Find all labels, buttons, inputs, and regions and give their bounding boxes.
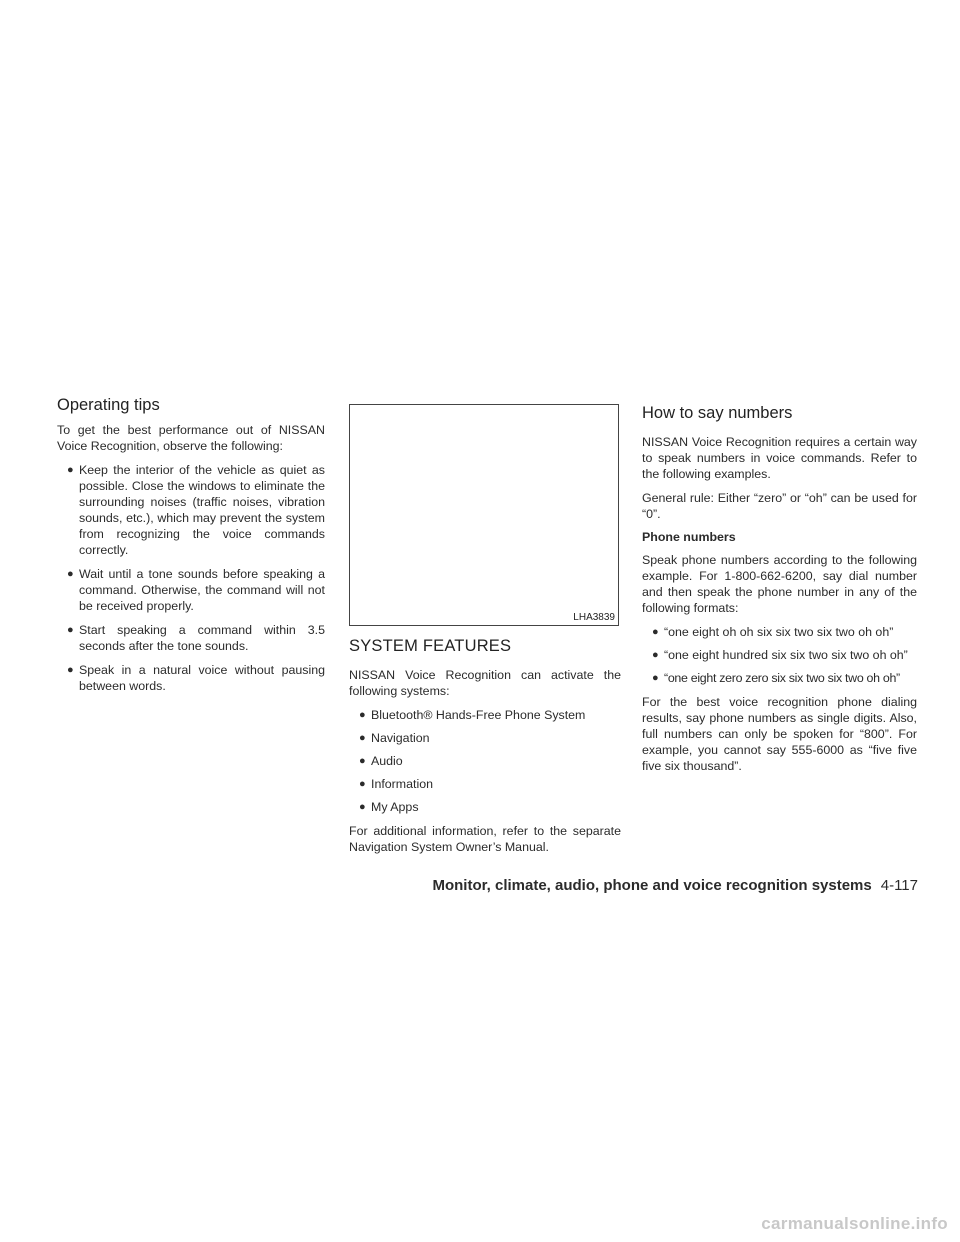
numbers-intro: NISSAN Voice Recognition requires a certain way to speak numbers in voice commands. Refer to the following examples. [642,435,917,481]
bullet-icon: ● [652,649,659,661]
system-features-intro: NISSAN Voice Recognition can activate the following systems: [349,668,621,698]
operating-tips-intro: To get the best performance out of NISSAN Voice Recognition, observe the following: [57,423,325,453]
bullet-icon: ● [359,755,366,767]
footer-section-title: Monitor, climate, audio, phone and voice recognition systems [432,877,872,894]
list-item: ● Audio [359,754,403,768]
list-item: ● Navigation [359,731,430,745]
page-footer [432,877,918,894]
list-item: ● “one eight oh oh six six two six two oh oh” [652,625,894,639]
list-item: ● Wait until a tone sounds before speaking a command. Otherwise, the command will not be received properly. [67,567,325,613]
page-number: 4-117 [880,877,918,894]
bullet-icon: ● [652,626,659,638]
bullet-icon: ● [652,672,659,684]
list-item: ● “one eight hundred six six two six two oh oh” [652,648,908,662]
bullet-icon: ● [359,732,366,744]
phone-numbers-heading: Phone numbers [642,530,736,544]
bullet-icon: ● [67,664,74,676]
system-features-heading: SYSTEM FEATURES [349,637,512,655]
numbers-outro: For the best voice recognition phone dialing results, say phone numbers as single digits. Also, full numbers can only be spoken for “800”. For example, you cannot say 555-6000 as “five five five six thousand”. [642,695,917,773]
system-features-column [349,404,621,863]
bullet-icon: ● [67,464,74,476]
bullet-icon: ● [359,778,366,790]
operating-tips-heading: Operating tips [57,396,160,414]
operating-tips-section [57,396,325,702]
how-to-say-numbers-section [642,396,917,782]
system-features-list [349,707,621,815]
bullet-icon: ● [359,801,366,813]
how-to-say-numbers-heading: How to say numbers [642,404,793,422]
list-item: ● Keep the interior of the vehicle as quiet as possible. Close the windows to eliminate the surrounding noises (traffic noises, vibration sounds, etc.), which may prevent the system from recognizing the voice commands correctly. [67,463,325,557]
list-item: ● Information [359,777,433,791]
list-item: ● My Apps [359,800,419,814]
operating-tips-list [57,462,325,694]
figure-placeholder [349,404,619,626]
phone-format-list [642,624,917,686]
bullet-icon: ● [67,624,74,636]
watermark: carmanualsonline.info [761,1214,948,1233]
phone-numbers-intro: Speak phone numbers according to the following example. For 1-800-662-6200, say dial number and then speak the phone number in any of the following formats: [642,553,917,615]
figure-label: LHA3839 [573,612,615,623]
list-item: ● “one eight zero zero six six two six two oh oh” [652,671,900,685]
list-item: ● Speak in a natural voice without pausing between words. [67,663,325,693]
list-item: ● Start speaking a command within 3.5 seconds after the tone sounds. [67,623,325,653]
system-features-outro: For additional information, refer to the separate Navigation System Owner’s Manual. [349,824,621,854]
general-rule: General rule: Either “zero” or “oh” can be used for “0”. [642,491,917,521]
list-item: ● Bluetooth® Hands-Free Phone System [359,708,586,722]
bullet-icon: ● [359,709,366,721]
bullet-icon: ● [67,568,74,580]
